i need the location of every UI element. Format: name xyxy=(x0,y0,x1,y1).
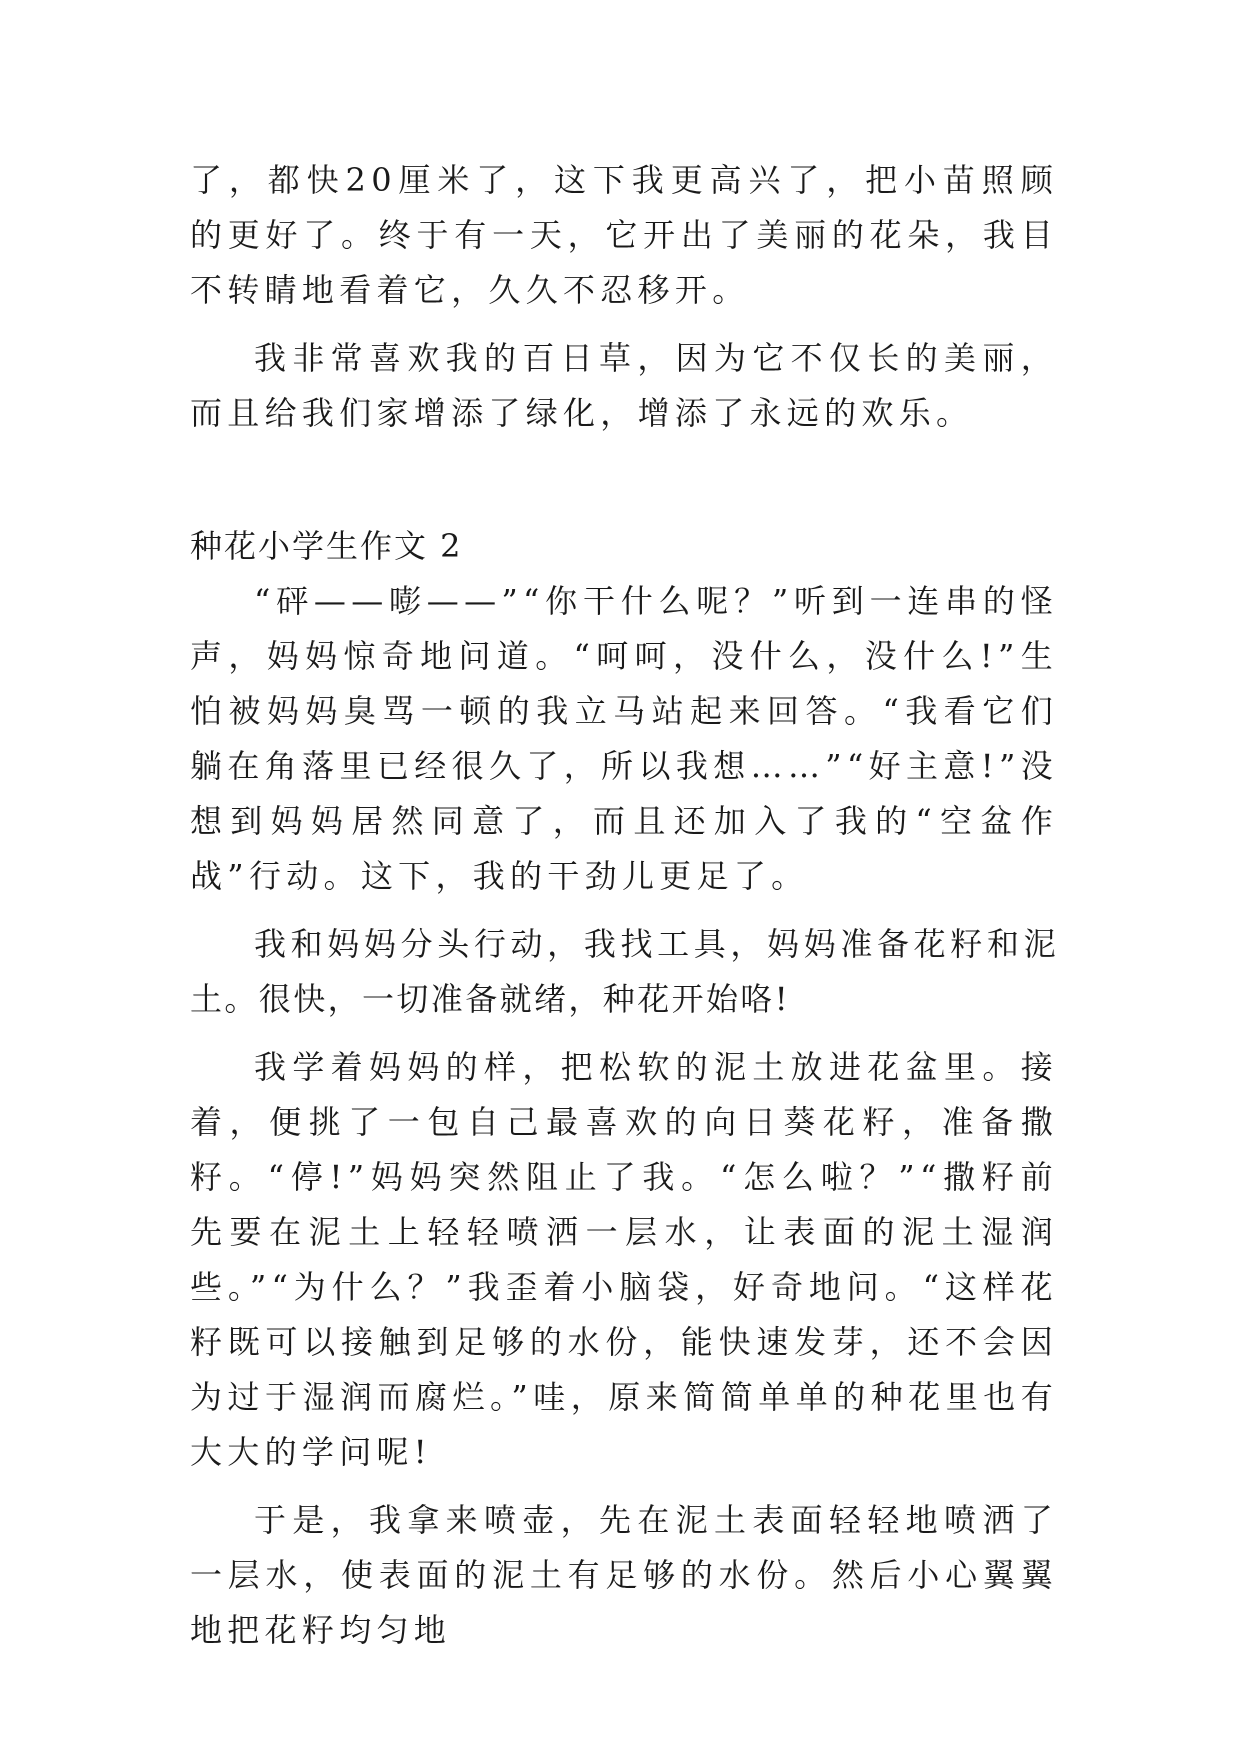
paragraph-conclusion: 我非常喜欢我的百日草，因为它不仅长的美丽，而且给我们家增添了绿化，增添了永远的欢乐。 xyxy=(190,339,1058,432)
paragraph-dialogue: “砰——嘭——”“你干什么呢？”听到一连串的怪声，妈妈惊奇地问道。“呵呵，没什么，没什么!”生怕被妈妈臭骂一顿的我立马站起来回答。“我看它们躺在角落里已经很久了，所以我想……”“好主意!”没想到妈妈居然同意了，而且还加入了我的“空盆作战”行动。这下，我的干劲儿更足了。 xyxy=(190,582,1058,895)
paragraph-watering: 于是，我拿来喷壶，先在泥土表面轻轻地喷洒了一层水，使表面的泥土有足够的水份。然后小心翼翼地把花籽均匀地 xyxy=(190,1501,1058,1649)
document-body xyxy=(190,153,1058,1671)
paragraph-planting: 我学着妈妈的样，把松软的泥土放进花盆里。接着，便挑了一包自己最喜欢的向日葵花籽，准备撒籽。“停!”妈妈突然阻止了我。“怎么啦？”“撒籽前先要在泥土上轻轻喷洒一层水，让表面的泥土湿润些。”“为什么？”我歪着小脑袋，好奇地问。“这样花籽既可以接触到足够的水份，能快速发芽，还不会因为过于湿润而腐烂。”哇，原来简简单单的种花里也有大大的学问呢! xyxy=(190,1048,1058,1471)
paragraph-continuation: 了，都快20厘米了，这下我更高兴了，把小苗照顾的更好了。终于有一天，它开出了美丽的花朵，我目不转睛地看着它，久久不忍移开。 xyxy=(190,161,1058,309)
paragraph-preparation: 我和妈妈分头行动，我找工具，妈妈准备花籽和泥土。很快，一切准备就绪，种花开始咯! xyxy=(190,925,1058,1018)
section-title: 种花小学生作文 2 xyxy=(190,527,463,565)
